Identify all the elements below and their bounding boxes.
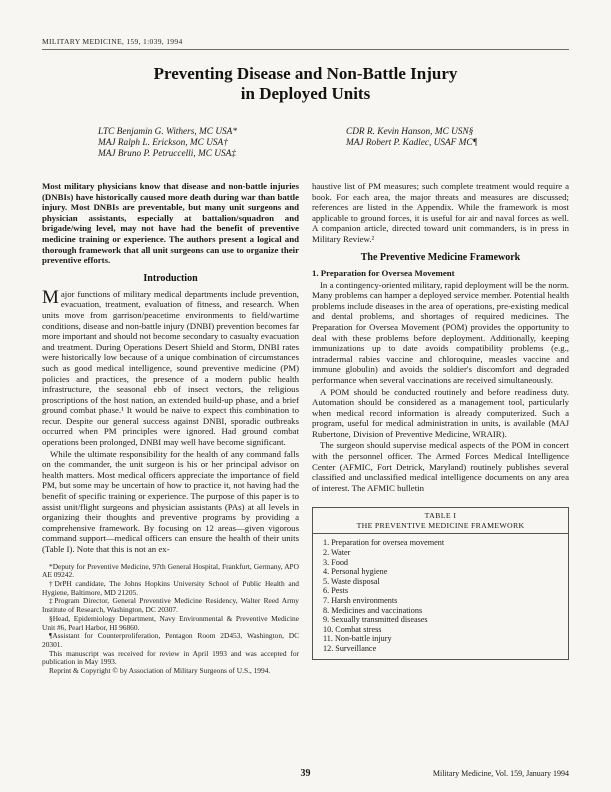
pom-paragraph-1: In a contingency-oriented military, rapid deployment will be the norm. Many problems can hamper a deployed service member. Potential health problems include diseases in the area of operations, pre-existing medical and dental problems, and shortages of required medicines. The Preparation for Oversea Movement (POM) provides the opportunity to deal with these problems before deployment. Additionally, keeping immunizations up to date avoids compatibility problems (e.g., intradermal rabies vaccine and chloroquine, measles vaccine and immune globulin) and avoids the soldier's discomfort and degraded performance when several vaccinations are received simultaneously. bbox=[312, 279, 569, 385]
pom-paragraph-3: The surgeon should supervise medical aspects of the POM in concert with the personnel officer. The Armed Forces Medical Intelligence Center (AFMIC, Fort Detrick, Maryland) routinely publishes several classified and unclassified medical intelligence documents on any area of interest. The AFMIC bulletin bbox=[312, 440, 569, 493]
author: MAJ Robert P. Kadlec, USAF MC¶ bbox=[346, 138, 478, 149]
table-item: 3. Food bbox=[323, 557, 349, 567]
table-item: 12. Surveillance bbox=[323, 643, 377, 653]
section-heading-framework: The Preventive Medicine Framework bbox=[360, 251, 521, 263]
subsection-heading-pom: 1. Preparation for Oversea Movement bbox=[312, 267, 455, 278]
footnote: ¶Assistant for Counterproliferation, Pentagon Room 2D453, Washington, DC 20301. bbox=[42, 631, 299, 649]
footnote: Reprint & Copyright © by Association of Military Surgeons of U.S., 1994. bbox=[49, 666, 271, 676]
footnote: This manuscript was received for review in April 1993 and was accepted for publication in May 1993. bbox=[42, 648, 299, 667]
authors-left bbox=[42, 127, 306, 161]
footnote: ‡Program Director, General Preventive Medicine Residency, Walter Reed Army Institute of Research, Washington, DC 20307. bbox=[42, 596, 299, 615]
header-rule bbox=[42, 49, 569, 50]
author: LTC Benjamin G. Withers, MC USA* bbox=[98, 127, 238, 137]
table-title: THE PREVENTIVE MEDICINE FRAMEWORK bbox=[356, 521, 525, 531]
table-item: 10. Combat stress bbox=[323, 624, 382, 634]
table-item-list bbox=[313, 534, 568, 658]
authors-right bbox=[306, 127, 570, 161]
author: CDR R. Kevin Hanson, MC USN§ bbox=[346, 127, 474, 137]
table-caption: TABLE I bbox=[424, 511, 457, 521]
page-number: 39 bbox=[300, 768, 311, 779]
table-item: 11. Non-battle injury bbox=[323, 634, 392, 644]
table-item: 9. Sexually transmitted diseases bbox=[323, 615, 428, 625]
table-item: 6. Pests bbox=[323, 586, 349, 596]
table-item: 5. Waste disposal bbox=[323, 576, 380, 586]
author-block bbox=[42, 127, 570, 161]
table-item: 1. Preparation for oversea movement bbox=[323, 538, 445, 548]
footnote: †DrPH candidate, The Johns Hopkins University School of Public Health and Hygiene, Baltimore, MD 21205. bbox=[42, 579, 299, 597]
author: MAJ Ralph L. Erickson, MC USA† bbox=[98, 138, 228, 149]
footnote: *Deputy for Preventive Medicine, 97th General Hospital, Frankfurt, Germany, APO AE 09242. bbox=[42, 561, 299, 580]
pom-paragraph-2: A POM should be conducted routinely and before readiness duty. Automation should be considered as a management tool, particularly when medical record information is already computerized. Such a program, useful for medical administration in units, is available (MAJ Rubertone, Division of Preventive Medicine, WRAIR). bbox=[312, 386, 569, 439]
footnote: §Head, Epidemiology Department, Navy Environmental & Preventive Medicine Unit #6, Pearl Harbor, HI 96860. bbox=[42, 613, 299, 632]
footer-journal-info: Military Medicine, Vol. 159, January 1994 bbox=[432, 769, 569, 778]
page-footer bbox=[0, 768, 611, 782]
table-1 bbox=[312, 507, 569, 659]
two-column-body bbox=[42, 181, 570, 676]
table-item: 2. Water bbox=[323, 548, 351, 558]
article-title bbox=[0, 64, 611, 104]
table-item: 8. Medicines and vaccinations bbox=[323, 605, 423, 615]
table-1-header bbox=[313, 508, 568, 534]
article-title-line2: in Deployed Units bbox=[240, 84, 371, 103]
abstract: Most military physicians know that disease and non-battle injuries (DNBIs) have historically caused more death during war than battle injury. Most DNBIs are preventable, but many unit surgeons and physician assistants, especially at battalion/squadron and brigade/wing level, may not have had the benefit of preventive medicine training or experience. The authors present a logical and thorough framework that all unit surgeons can use to organize their preventive efforts. bbox=[42, 181, 299, 266]
footnote-block bbox=[42, 563, 299, 676]
section-heading-introduction: Introduction bbox=[143, 272, 198, 284]
intro-paragraph-1: Major functions of military medical departments include prevention, evacuation, treatment, evaluation of fitness, and research. When units move from garrison/peacetime environments to field/wartime conditions, disease and non-battle injury (DNBI) prevention becomes far more important and should not become secondary to casualty evacuation and treatment. During Operations Desert Shield and Storm, DNBI rates were historically low because of a unique combination of circumstances such as good medical intelligence, sound preventive medicine (PM) policies and practices, the presence of a modern public health infrastructure, the seasonal ebb of insect vectors, the religious proscriptions of the host nation, an extended build-up phase, and a brief ground combat phase.¹ It would be naive to expect this combination to recur. Despite our general success against DNBI, sporadic outbreaks occurred when PM principles were ignored. Had ground combat operations been prolonged, DNBI may well have become significant. bbox=[42, 286, 299, 448]
table-item: 7. Harsh environments bbox=[323, 596, 398, 605]
table-item: 4. Personal hygiene bbox=[323, 567, 388, 577]
article-title-line1: Preventing Disease and Non-Battle Injury bbox=[153, 64, 458, 83]
continuation-paragraph: haustive list of PM measures; such complete treatment would require a book. For each area, the major threats and measures are discussed; references are listed in the Appendix. While the framework is most applicable to ground forces, it is useful for air and naval forces as well. A companion article, directed toward unit commanders, is in press in Military Review.² bbox=[312, 181, 569, 244]
author: MAJ Bruno P. Petruccelli, MC USA‡ bbox=[98, 149, 236, 160]
intro-paragraph-2: While the ultimate responsibility for the health of any command falls on the commander, the unit surgeon is his or her principal advisor on health matters. Most medical officers appreciate the importance of field PM, but some may be uncertain of how to practice it, not having had the benefit of specific training or experience. The purpose of this paper is to assist unit/flight surgeons and physician assistants (PAs) at all levels in organizing their thoughts and preventive programs by providing a comprehensive framework. By focusing on 12 areas—given vigorous command support—medical officers can ensure the health of their units (Table I). Note that this is not an ex- bbox=[42, 448, 299, 554]
right-column bbox=[312, 181, 569, 676]
left-column bbox=[42, 181, 299, 676]
journal-running-head: MILITARY MEDICINE, 159, 1:039, 1994 bbox=[42, 37, 183, 46]
